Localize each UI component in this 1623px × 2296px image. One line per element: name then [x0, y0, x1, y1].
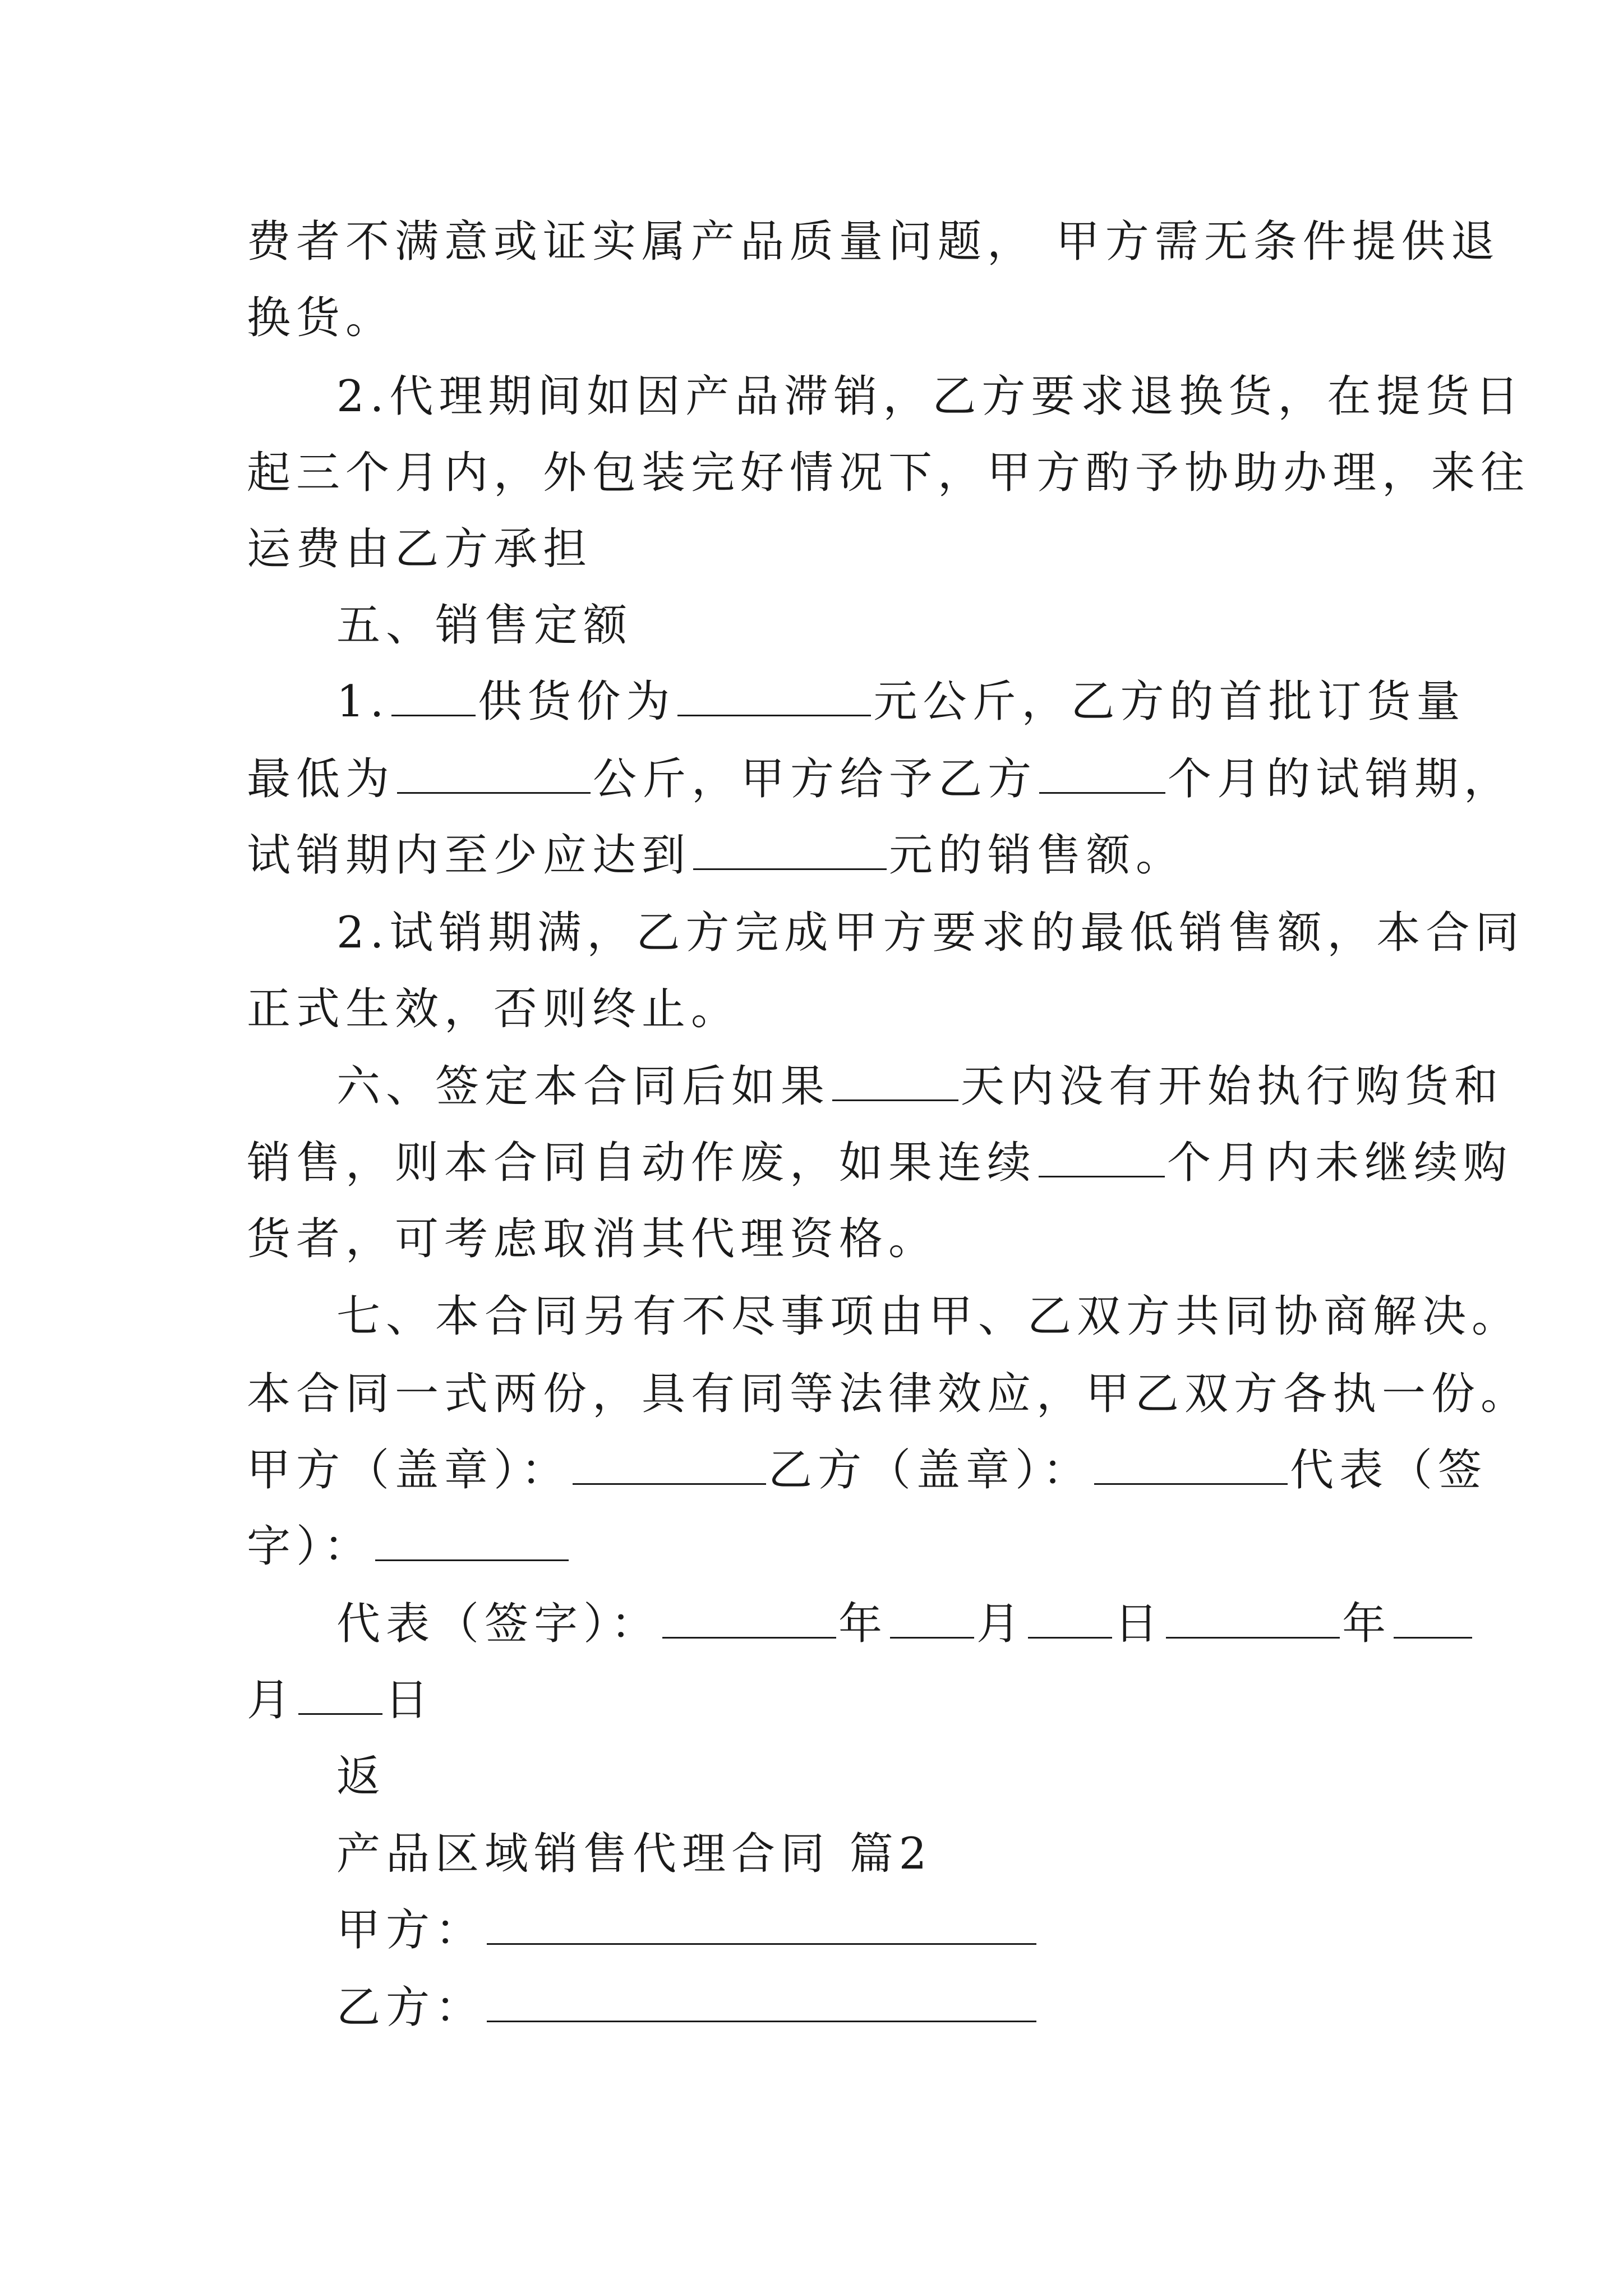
- text-run: 元公斤，乙方的首批订货量: [873, 677, 1466, 727]
- text-line: [336, 908, 1525, 958]
- section-title: [336, 1829, 933, 1879]
- date-line: [247, 1675, 435, 1726]
- blank-field: [662, 1602, 836, 1639]
- section-heading: [336, 600, 633, 651]
- back-link[interactable]: [336, 1751, 386, 1802]
- text-line: [247, 524, 593, 574]
- text-run: 销售，则本合同自动作废，如果连续: [247, 1138, 1037, 1188]
- text-run: 起三个月内，外包装完好情况下，甲方酌予协助办理，来往: [247, 448, 1530, 498]
- blank-field: [1039, 1141, 1165, 1177]
- blank-field: [1394, 1602, 1472, 1639]
- text-run: 天内没有开始执行购货和: [961, 1061, 1504, 1112]
- text-line: [247, 1214, 938, 1264]
- text-run: 个月的试销期，: [1168, 754, 1514, 804]
- text-run: 月: [976, 1599, 1026, 1649]
- text-run: 最低为: [247, 754, 395, 804]
- text-run: 返: [336, 1751, 386, 1802]
- text-run: 五、销售定额: [336, 600, 633, 651]
- blank-field: [1094, 1448, 1288, 1485]
- signature-line: [247, 1445, 1488, 1496]
- text-run: 个月内未继续购: [1167, 1138, 1513, 1188]
- text-line: [247, 830, 1186, 881]
- text-run: 代表（签字）：: [336, 1599, 661, 1649]
- text-run: 2.试销期满，乙方完成甲方要求的最低销售额，本合同: [336, 908, 1525, 958]
- text-run: 产品区域销售代理合同 篇2: [336, 1829, 933, 1879]
- blank-field: [391, 680, 476, 716]
- text-run: 2.代理期间如因产品滞销，乙方要求退换货，在提货日: [336, 371, 1525, 422]
- text-line: [336, 371, 1525, 422]
- blank-field: [487, 1908, 1036, 1945]
- party-line: [336, 1982, 1039, 2033]
- text-line: [247, 448, 1530, 498]
- text-run: 乙方（盖章）：: [768, 1445, 1092, 1496]
- date-line: [336, 1599, 1474, 1649]
- text-line: [247, 1369, 1530, 1419]
- text-run: 公斤，甲方给予乙方: [593, 754, 1038, 804]
- text-run: 甲方（盖章）：: [247, 1445, 571, 1496]
- text-run: 年: [838, 1599, 888, 1649]
- text-run: 六、签定本合同后如果: [336, 1061, 831, 1112]
- blank-field: [890, 1602, 974, 1639]
- text-line: [247, 1138, 1513, 1188]
- text-run: 年: [1342, 1599, 1392, 1649]
- text-run: 供货价为: [478, 677, 676, 727]
- text-run: 七、本合同另有不尽事项由甲、乙双方共同协商解决。: [336, 1291, 1521, 1342]
- text-run: 换货。: [247, 293, 395, 343]
- blank-field: [298, 1678, 382, 1715]
- blank-field: [573, 1448, 766, 1485]
- text-run: 正式生效，否则终止。: [247, 984, 741, 1034]
- blank-field: [397, 757, 591, 794]
- text-run: 元的销售额。: [889, 830, 1186, 881]
- text-run: 日: [385, 1675, 435, 1726]
- text-run: 货者，可考虑取消其代理资格。: [247, 1214, 938, 1264]
- text-run: 字）：: [247, 1521, 374, 1572]
- blank-field: [832, 1065, 958, 1101]
- blank-field: [1028, 1602, 1112, 1639]
- text-run: 月: [247, 1675, 297, 1726]
- blank-field: [375, 1525, 569, 1561]
- text-run: 试销期内至少应达到: [247, 830, 691, 881]
- text-line: [247, 754, 1514, 804]
- text-run: 日: [1114, 1599, 1164, 1649]
- text-run: 乙方：: [336, 1982, 485, 2033]
- blank-field: [693, 834, 887, 870]
- text-line: [336, 677, 1466, 727]
- text-run: 甲方：: [336, 1905, 485, 1955]
- text-run: 代表（签: [1290, 1445, 1488, 1496]
- text-run: 本合同一式两份，具有同等法律效应，甲乙双方各执一份。: [247, 1369, 1530, 1419]
- signature-line: [247, 1521, 571, 1572]
- text-line: [247, 217, 1500, 267]
- text-line: [336, 1061, 1504, 1112]
- text-line: [247, 293, 395, 343]
- blank-field: [487, 1986, 1036, 2022]
- blank-field: [1039, 757, 1165, 794]
- text-run: 1.: [336, 677, 390, 727]
- text-line: [336, 1291, 1521, 1342]
- blank-field: [677, 680, 871, 716]
- blank-field: [1166, 1602, 1340, 1639]
- party-line: [336, 1905, 1039, 1955]
- text-line: [247, 984, 741, 1034]
- text-run: 运费由乙方承担: [247, 524, 593, 574]
- text-run: 费者不满意或证实属产品质量问题， 甲方需无条件提供退: [247, 217, 1500, 267]
